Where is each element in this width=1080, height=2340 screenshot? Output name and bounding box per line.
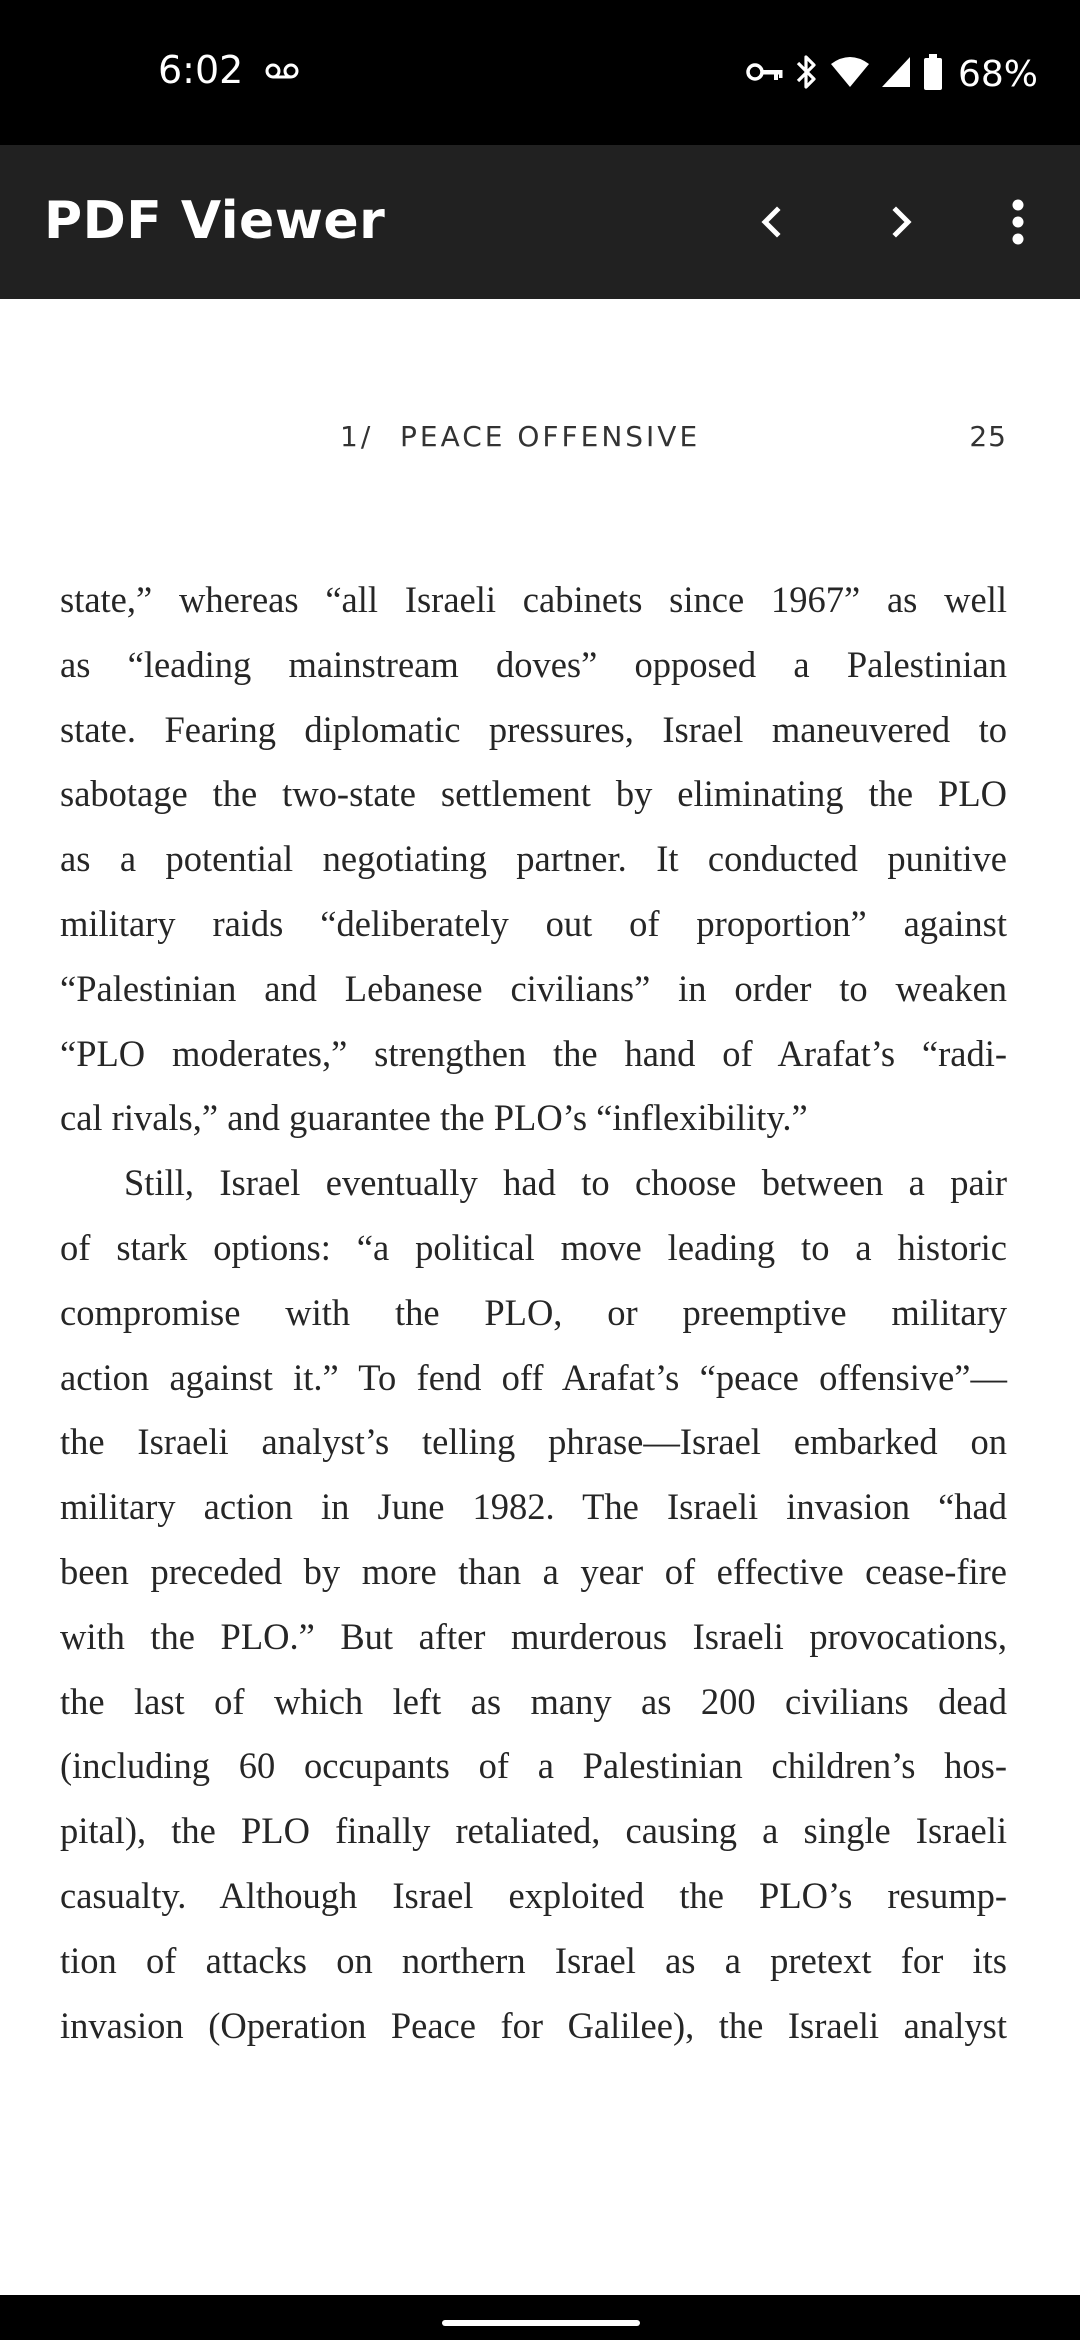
chapter-number: 1/ xyxy=(340,420,374,453)
text-line: action against it.” To fend off Arafat’s “peace offensive”— xyxy=(60,1356,1007,1398)
text-line: military raids “deliberately out of proportion” against xyxy=(60,902,1007,944)
system-nav-bar xyxy=(0,2295,1080,2340)
vpn-key-icon xyxy=(746,60,784,89)
chevron-right-icon xyxy=(887,202,917,242)
more-vert-icon xyxy=(1008,197,1028,247)
app-title: PDF Viewer xyxy=(44,191,386,251)
cell-signal-icon xyxy=(880,55,912,94)
wifi-icon xyxy=(830,55,870,94)
voicemail-icon xyxy=(265,62,299,85)
text-line: Still, Israel eventually had to choose between a pair xyxy=(124,1162,1007,1204)
text-line: sabotage the two-state settlement by eliminating the PLO xyxy=(60,773,1007,815)
status-icons xyxy=(746,48,1038,100)
text-line: cal rivals,” and guarantee the PLO’s “inflexibility.” xyxy=(60,1097,808,1139)
more-options-button[interactable] xyxy=(983,187,1053,257)
battery-icon xyxy=(922,53,944,96)
text-line: invasion (Operation Peace for Galilee), the Israeli analyst xyxy=(60,2004,1007,2046)
text-line: military action in June 1982. The Israeli invasion “had xyxy=(60,1486,1007,1528)
text-line: pital), the PLO finally retaliated, causing a single Israeli xyxy=(60,1810,1007,1852)
chevron-left-icon xyxy=(756,202,786,242)
text-line: as a potential negotiating partner. It conducted punitive xyxy=(60,838,1007,880)
text-line: compromise with the PLO, or preemptive military xyxy=(60,1291,1007,1333)
text-line: the last of which left as many as 200 civilians dead xyxy=(60,1680,1007,1722)
text-line: “Palestinian and Lebanese civilians” in order to weaken xyxy=(60,967,1007,1009)
status-time: 6:02 xyxy=(158,48,244,92)
chapter-title: PEACE OFFENSIVE xyxy=(400,420,701,453)
previous-page-button[interactable] xyxy=(736,187,806,257)
text-line: state,” whereas “all Israeli cabinets since 1967” as well xyxy=(60,579,1007,620)
text-line: state. Fearing diplomatic pressures, Israel maneuvered to xyxy=(60,708,1007,750)
status-bar xyxy=(0,0,1080,145)
body-text xyxy=(60,568,1007,2058)
running-header xyxy=(0,420,1080,460)
page-number: 25 xyxy=(969,420,1007,453)
home-gesture-handle[interactable] xyxy=(442,2320,640,2326)
text-line: the Israeli analyst’s telling phrase—Israel embarked on xyxy=(60,1421,1007,1463)
text-line: casualty. Although Israel exploited the PLO’s resump- xyxy=(60,1874,1007,1916)
text-line: with the PLO.” But after murderous Israeli provocations, xyxy=(60,1615,1007,1657)
text-line: “PLO moderates,” strengthen the hand of Arafat’s “radi- xyxy=(60,1032,1007,1074)
battery-percent: 68% xyxy=(957,53,1038,95)
text-line: been preceded by more than a year of effective cease-fire xyxy=(60,1550,1007,1592)
app-bar xyxy=(0,145,1080,299)
text-line: tion of attacks on northern Israel as a pretext for its xyxy=(60,1939,1007,1981)
text-line: of stark options: “a political move leading to a historic xyxy=(60,1226,1007,1268)
pdf-page[interactable] xyxy=(0,299,1080,2295)
text-line: (including 60 occupants of a Palestinian children’s hos- xyxy=(60,1745,1007,1787)
bluetooth-icon xyxy=(794,53,820,96)
next-page-button[interactable] xyxy=(867,187,937,257)
text-line: as “leading mainstream doves” opposed a Palestinian xyxy=(60,643,1007,685)
